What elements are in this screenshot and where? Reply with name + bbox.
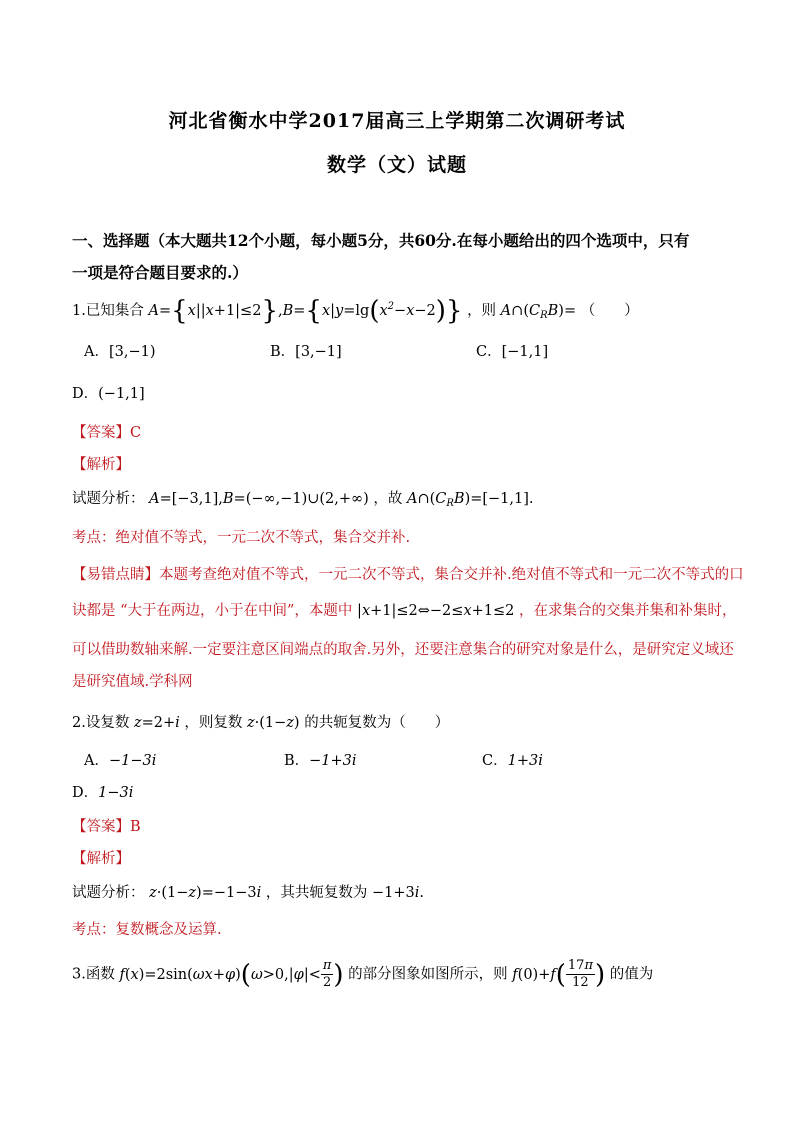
q1-stem-suffix: ，则 bbox=[467, 303, 497, 319]
q2-expression: z·(1−z) bbox=[246, 715, 300, 731]
q1-tips-line-4: 是研究值域.学科网 bbox=[72, 674, 193, 690]
q1-intersection-formula: $A\cap(C_RB)=$ bbox=[500, 303, 577, 321]
q2-option-c: C．1+3i bbox=[482, 753, 543, 769]
q1-option-a: A．[3,−1) bbox=[84, 344, 156, 360]
q1-tips-line-3: 可以借助数轴来解.一定要注意区间端点的取舍.另外，还要注意集合的研究对象是什么，是研究定义域还 bbox=[72, 642, 734, 658]
q1-stem-tail: （ ） bbox=[580, 303, 639, 319]
question-3-stem: 3.函数 f(x)=2sin(ωx+φ)(ω>0,|φ|< $\frac{\pi}{2}$ ) 的部分图象如图所示，则 f(0)+f( $\frac{17\pi}{12}$ ) 的值为 bbox=[72, 958, 654, 990]
q3-function-formula: f(x)=2sin(ωx+φ)(ω>0,|φ|< $\frac{\pi}{2}$ ) bbox=[119, 958, 344, 990]
q1-analysis-result: $A\cap(C_RB)=[-1,1]$. bbox=[406, 491, 534, 509]
q2-answer-value: B bbox=[130, 819, 141, 835]
section-heading: 一、选择题（本大题共12个小题，每小题5分，共60分.在每小题给出的四个选项中，只有 bbox=[72, 231, 690, 250]
q1-option-b: B．[3,−1] bbox=[270, 344, 342, 360]
q2-option-a: A．−1−3i bbox=[84, 753, 157, 769]
q2-analysis-formula: z·(1−z)=−1−3i bbox=[149, 885, 262, 901]
q1-stem-prefix: 1.已知集合 bbox=[72, 303, 144, 319]
q1-tips-formula: |x+1|≤2⇔−2≤x+1≤2 bbox=[357, 603, 515, 619]
question-1-stem bbox=[72, 296, 722, 326]
q2-option-b: B．−1+3i bbox=[284, 753, 357, 769]
q2-option-d: D．1−3i bbox=[72, 785, 134, 801]
q1-answer-value: C bbox=[130, 425, 142, 441]
q1-analysis-formula: A=[−3,1],B=(−∞,−1)∪(2,+∞) bbox=[149, 491, 369, 507]
q1-analysis-tag: 【解析】 bbox=[72, 457, 130, 473]
section-heading-cont: 一项是符合题目要求的.） bbox=[72, 263, 248, 282]
q1-keypoint: 考点：绝对值不等式，一元二次不等式，集合交并补. bbox=[72, 530, 411, 546]
q1-option-c: C．[−1,1] bbox=[476, 344, 549, 360]
question-2-stem: 2.设复数 z=2+i ，则复数 z·(1−z) 的共轭复数为（ ） bbox=[72, 715, 450, 731]
q1-answer bbox=[72, 421, 722, 442]
q2-answer: 【答案】B bbox=[72, 819, 141, 835]
q3-value-formula: f(0)+f( $\frac{17\pi}{12}$ ) bbox=[512, 958, 606, 990]
q1-set-formula: $A=\{x||x+1|\le 2\},B=\{x|y=\lg(x^2-x-2)\}$ bbox=[148, 296, 463, 326]
q2-analysis-tag: 【解析】 bbox=[72, 851, 130, 867]
document-title: 河北省衡水中学2017届高三上学期第二次调研考试 bbox=[168, 110, 626, 132]
q1-tips-line-1: 【易错点睛】本题考查绝对值不等式，一元二次不等式，集合交并补.绝对值不等式和一元二次不等式的口 bbox=[72, 567, 744, 583]
q1-answer-tag: 【答案】 bbox=[72, 425, 130, 441]
q2-keypoint: 考点：复数概念及运算. bbox=[72, 922, 222, 938]
q1-analysis: 试题分析： A=[−3,1],B=(−∞,−1)∪(2,+∞) ，故 $A\cap(C_RB)=[-1,1]$. bbox=[72, 491, 534, 509]
q1-option-d: D．(−1,1] bbox=[72, 386, 145, 402]
q1-tips-tag: 【易错点睛】 bbox=[72, 567, 159, 583]
q2-analysis-result: −1+3i bbox=[371, 885, 420, 901]
q2-z-formula: z=2+i bbox=[133, 715, 180, 731]
q2-analysis: 试题分析： z·(1−z)=−1−3i ，其共轭复数为 −1+3i. bbox=[72, 885, 424, 901]
q1-tips-line-2: 诀都是 “大于在两边，小于在中间”，本题中 |x+1|≤2⇔−2≤x+1≤2 ，在求集合的交集并集和补集时， bbox=[72, 603, 737, 619]
document-subtitle: 数学（文）试题 bbox=[326, 154, 467, 176]
